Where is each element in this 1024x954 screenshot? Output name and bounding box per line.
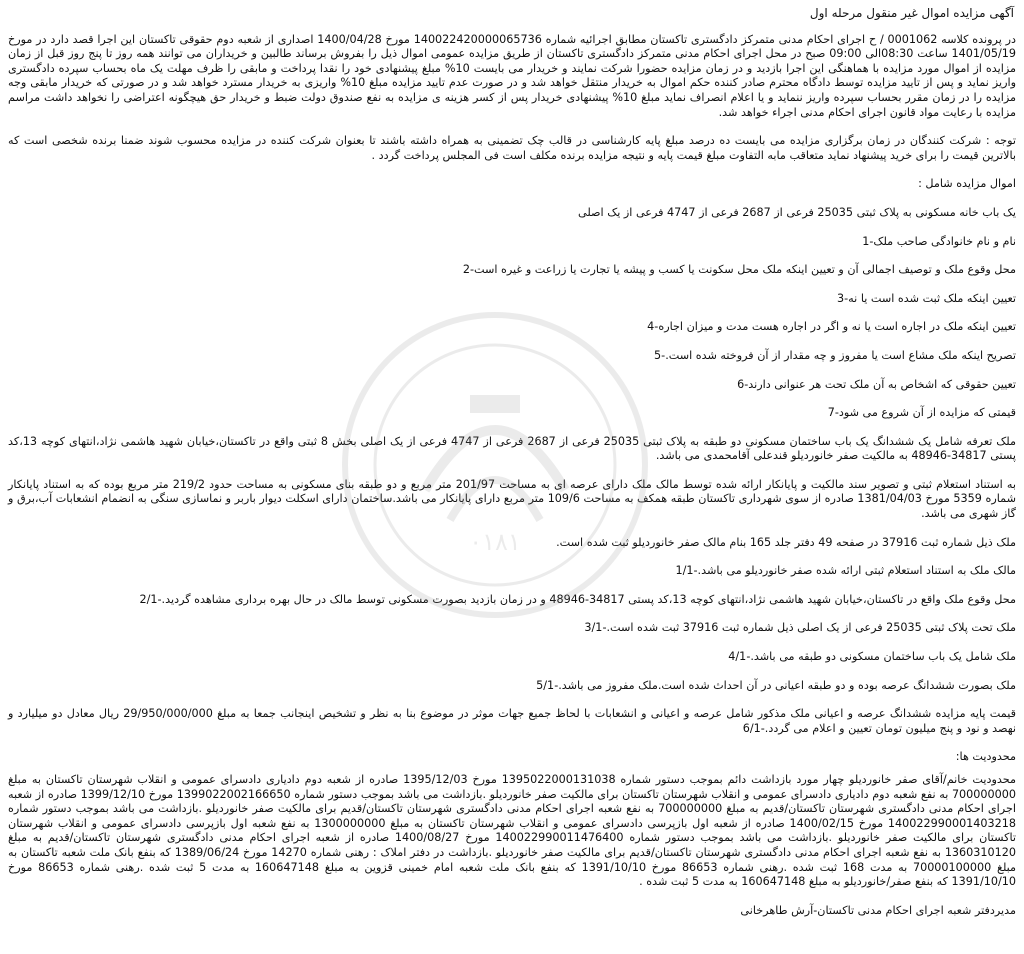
notice-intro: در پرونده کلاسه 0001062 / ح اجرای احکام مدنی متمرکز دادگستری تاکستان مطابق اجرائیه شماره 140022420000065736 مورخ 1400/04/28 اصداری از شعبه دوم حقوقی تاکستان این اجرا قصد دارد در مورخ 1401/05/19 ساعت 08:30الی 09:00 صبح در محل اجرای احکام مدنی متمرکز دادگستری تاکستان از طریق مزایده عمومی اموال ذیل را بفروش برساند طالبین و خریداران می توانند همه روز تا پنج روز قبل از زمان مزایده از اموال مورد مزایده با هماهنگی این اجرا بازدید و در زمان مزایده حضورا شرکت نمایند و خریدار می بایست 10% مبلغ پیشنهادی خود را نقدا پرداخت و مابقی را ظرف مهلت یک ماه بحساب سپرده دادگستری واریز نماید و پس از تایید مزایده توسط دادگاه محترم صادر کننده حکم اموال به خریدار منتقل خواهد شد و در صورت عدم تایید مزایده مبلغ 10% واریزی به خریدار مسترد خواهد شد و در صورتی که خریدار مابقی وجه مزایده را در زمان مقرر بحساب سپرده واریز ننماید و یا اعلام انصراف نماید مبلغ 10% پیشنهادی خریدار پس از کسر هزینه ی مزایده به نفع صندوق دولت ضبط و خریدار حق هیچگونه اعتراضی را نخواهد داشت مراسم مزایده با رعایت مواد قانون اجرای احکام مدنی اجراء خواهد شد. — [8, 32, 1017, 119]
finding-5: ملک بصورت ششدانگ عرصه بوده و دو طبقه اعیانی در آن احداث شده است.ملک مفروز می باشد.-5/1 — [536, 678, 1016, 692]
item-7: قیمتی که مزایده از آن شروع می شود-7 — [827, 406, 1016, 420]
item-3: تعیین اینکه ملک ثبت شده است یا نه-3 — [836, 291, 1016, 305]
item-4: تعیین اینکه ملک در اجاره است یا نه و اگر در اجاره هست مدت و میزان اجاره-4 — [647, 320, 1016, 334]
restrictions-text: محدودیت خانم/آقای صفر خانوردیلو چهار مورد بازداشت دائم بموجب دستور شماره 1395022000131038 مورخ 1395/12/03 صادره از شعبه دوم دادیاری دادسرای عمومی و انقلاب شهرستان تاکستان به مبلغ 700000000 به نفع شعبه دوم دادیاری دادسرای عمومی و انقلاب شهرستان تاکستان برای مالکیت صفر خانوردیلو .بازداشت می باشد بموجب دستور شماره 1399022002166650 مورخ 1399/12/10 صادره از شعبه اجرای احکام مدنی دادگستری شهرستان تاکستان/قدیم به مبلغ 700000000 به نفع شعبه اجرای احکام مدنی دادگستری شهرستان تاکستان/قدیم برای مالکیت صفر خانوردیلو .بازداشت می باشد بموجب دستور شماره 140022990001403218 مورخ 1400/02/15 صادره از شعبه اول بازپرسی دادسرای عمومی و انقلاب شهرستان تاکستان به مبلغ 1300000000 به نفع شعبه اول بازپرسی دادسرای عمومی و انقلاب شهرستان تاکستان برای مالکیت صفر خانوردیلو .بازداشت می باشد بموجب دستور شماره 140022990011476400 مورخ 1400/08/27 صادره از شعبه اجرای احکام مدنی دادگستری شهرستان تاکستان/قدیم به مبلغ 1360310120 به نفع شعبه اجرای احکام مدنی دادگستری شهرستان تاکستان/قدیم برای مالکیت صفر خانوردیلو .بازداشت در دفتر املاک : رهنی شماره 14270 مورخ 1389/06/24 که بنفع بانک ملت شعبه تاکستان به مبلغ 70000100000 به مدت 168 ثبت شده .رهنی شماره 86653 مورخ 1391/10/10 که بنفع بانک ملت شعبه امام خمینی قزوین به مبلغ 160647148 به مدت 5 ثبت شده .رهنی شماره 86653 مورخ 1391/10/10 که بنفع صفر/خانوردیلو به مبلغ 160647148 به مدت 5 ثبت شده . — [8, 773, 1017, 889]
finding-4: ملک شامل یک باب ساختمان مسکونی دو طبقه می باشد.-4/1 — [728, 650, 1016, 664]
item-6: تعیین حقوقی که اشخاص به آن ملک تحت هر عنوانی دارند-6 — [737, 377, 1016, 391]
expert-report: به استناد استعلام ثبتی و تصویر سند مالکیت و پایانکار ارائه شده توسط مالک ملک دارای عرصه ای به مساحت 201/97 متر مربع و دو طبقه بنای مسکونی به مساحت حدود 219/2 متر مربع بوده که به استناد پایانکار شماره 5359 مورخ 1381/04/03 صادره از سوی شهرداری تاکستان طبقه همکف به مساحت 109/6 متر مربع دارای پایانکار می باشد.ساختمان دارای اسکلت دیوار باربر و نماسازی سنگی به انضمام انشعابات آب،برق و گاز شهری می باشد. — [8, 477, 1016, 521]
finding-1: مالک ملک به استناد استعلام ثبتی ارائه شده صفر خانوردیلو می باشد.-1/1 — [675, 564, 1016, 578]
finding-2: محل وقوع ملک واقع در تاکستان،خیابان شهید هاشمی نژاد،انتهای کوچه 13،کد پستی 34817-48946 و در زمان بازدید بصورت مسکونی توسط مالک در حال بهره برداری مشاهده گردید.-2/1 — [139, 592, 1016, 606]
assets-heading: اموال مزایده شامل : — [918, 177, 1016, 191]
svg-text:۰۱۸۱: ۰۱۸۱ — [469, 528, 521, 556]
item-5: تصریح اینکه ملک مشاع است یا مفروز و چه مقدار از آن فروخته شده است.-5 — [654, 348, 1016, 362]
restrictions-heading: محدودیت ها: — [955, 750, 1016, 764]
notice-note: توجه : شرکت کنندگان در زمان برگزاری مزایده می بایست ده درصد مبلغ پایه کارشناسی در قالب چک تضمینی به همراه داشته باشند تا بعنوان شرکت کننده در مزایده محسوب شوند ضمنا برنده شخصی است که بالاترین قیمت را برای خرید پیشنهاد نماید متعاقب مابه التفاوت مبلغ قیمت پایه و نتیجه مزایده برنده مکلف است فی المجلس پرداخت گردد . — [8, 134, 1016, 162]
item-2: محل وقوع ملک و توصیف اجمالی آن و تعیین اینکه ملک محل سکونت یا کسب و پیشه یا تجارت یا زراعت و غیره است-2 — [462, 263, 1016, 277]
registry-info: ملک ذیل شماره ثبت 37916 در صفحه 49 دفتر جلد 165 بنام مالک صفر خانوردیلو ثبت شده است. — [556, 535, 1016, 549]
base-price: قیمت پایه مزایده ششدانگ عرصه و اعیانی ملک مذکور شامل عرصه و اعیانی و انشعابات با لحاظ جمیع جهات موثر در موضوع بنا به نظر و تشخیص اینجانب جمعا به مبلغ 29/950/000/000 ریال معادل دو میلیارد و نهصد و نود و پنج میلیون تومان تعیین و اعلام می گردد.-6/1 — [8, 707, 1016, 735]
finding-3: ملک تحت پلاک ثبتی 25035 فرعی از یک اصلی ذیل شماره ثبت 37916 ثبت شده است.-3/1 — [584, 621, 1016, 635]
notice-title: آگهی مزایده اموال غیر منقول مرحله اول — [809, 6, 1014, 20]
asset-title: یک باب خانه مسکونی به پلاک ثبتی 25035 فرعی از 2687 فرعی از 4747 فرعی از یک اصلی — [578, 205, 1016, 219]
property-description: ملک تعرفه شامل یک ششدانگ یک باب ساختمان مسکونی دو طبقه به پلاک ثبتی 25035 فرعی از 2687 فرعی از 4747 فرعی از یک اصلی بخش 8 ثبتی واقع در تاکستان،خیابان شهید هاشمی نژاد،انتهای کوچه 13،کد پستی 34817-48946 به مالکیت صفر خانوردیلو قندعلی آقامحمدی می باشد. — [8, 434, 1016, 463]
item-1: نام و نام خانوادگی صاحب ملک-1 — [862, 234, 1016, 248]
signature: مدیردفتر شعبه اجرای احکام مدنی تاکستان-آرش طاهرخانی — [740, 903, 1016, 917]
